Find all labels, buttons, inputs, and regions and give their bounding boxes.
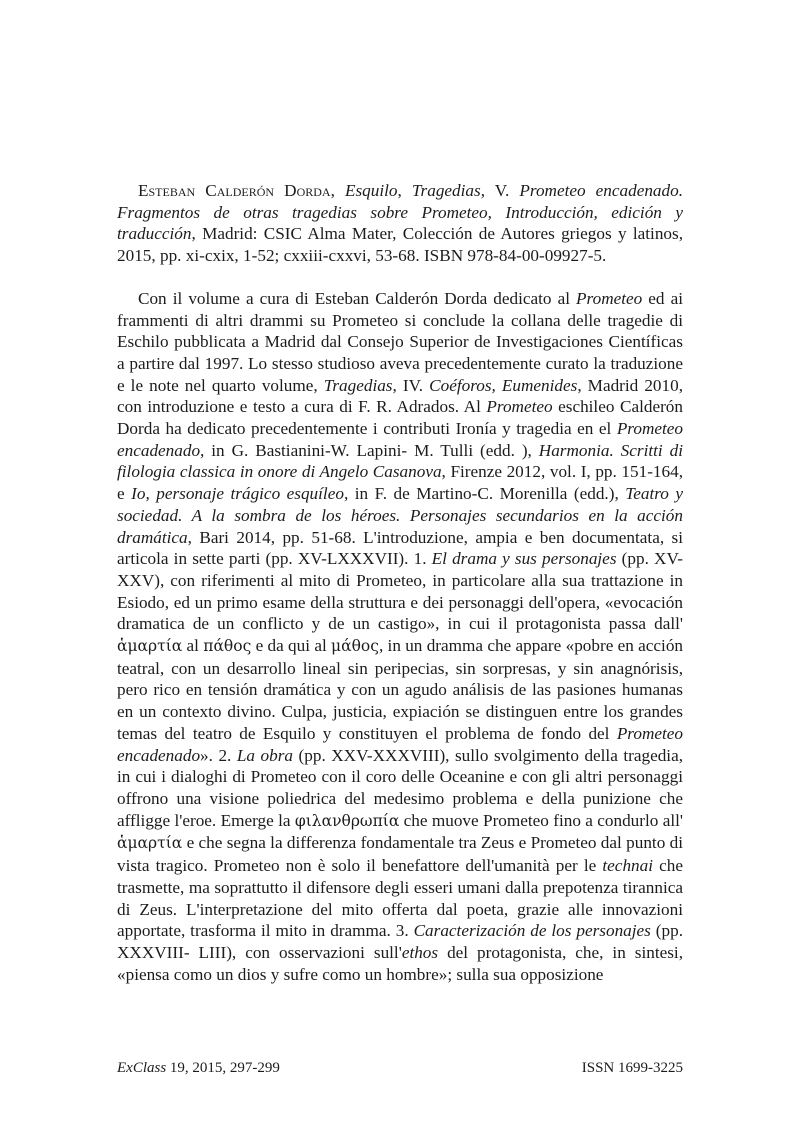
journal-name: ExClass [117,1060,167,1076]
publication-details: , Madrid: CSIC Alma Mater, Colección de Autores griegos y latinos, 2015, pp. xi-cxix, 1-52; cxxiii-cxxvi, 53-68. ISBN 978-84-00-09927-5. [117,224,683,266]
reviewed-title-esquilo: Esquilo [344,181,398,200]
greek-term: ἁμαρτία [117,834,183,853]
review-page [117,180,683,985]
journal-citation: ExClass 19, 2015, 297-299 [117,1060,280,1076]
reviewed-title-tragedias: Tragedias [411,181,481,200]
issn: ISSN 1699-3225 [581,1060,683,1076]
review-body-paragraph: Con il volume a cura di Esteban Calderón Dorda dedicato al Prometeo ed ai frammenti di altri drammi su Prometeo si conclude la collana delle tragedie di Eschilo pubblicata a Madrid dal Consejo Superior de Investigaciones Científicas a partire dal 1997. Lo stesso studioso aveva precedentemente curato la traduzione e le note nel quarto volume, Tragedias, IV. Coéforos, Eumenides, Madrid 2010, con introduzione e testo a cura di F. R. Adrados. Al Prometeo eschileo Calderón Dorda ha dedicato precedentemente i contributi Ironía y tragedia en el Prometeo encadenado, in G. Bastianini-W. Lapini- M. Tulli (edd. ), Harmonia. Scritti di filologia classica in onore di Angelo Casanova, Firenze 2012, vol. I, pp. 151-164, e Io, personaje trágico esquíleo, in F. de Martino-C. Morenilla (edd.), Teatro y sociedad. A la sombra de los héroes. Personajes secundarios en la acción dramática, Bari 2014, pp. 51-68. L'introduzione, ampia e ben documentata, si articola in sette parti (pp. XV-LXXXVII). 1. El drama y sus personajes (pp. XV-XXV), con riferimenti al mito di Prometeo, in particolare alla sua trattazione in Esiodo, ed un primo esame della struttura e dei personaggi dell'opera, «evocación dramatica de un conflicto y de un castigo», in cui il protagonista passa dall' ἁμαρτία al πάθος e da qui al μάθος, in un dramma che appare «pobre en acción teatral, con un desarrollo lineal sin peripecias, sin sorpresas, y sin anagnórisis, pero rico en tensión dramática y con un agudo análisis de las pasiones humanas en un contexto divino. Culpa, justicia, expiación se distinguen entre los grandes temas del teatro de Esquilo y constituyen el problema de fondo del Prometeo encadenado». 2. La obra (pp. XXV-XXXVIII), sullo svolgimento della tragedia, in cui i dialoghi di Prometeo con il coro delle Oceanine e con gli altri personaggi offrono una visione poliedrica del medesimo problema e della punizione che affligge l'eroe. Emerge la φιλανθρωπία che muove Prometeo fino a condurlo all' ἁμαρτία e che segna la differenza fondamentale tra Zeus e Prometeo dal punto di vista tragico. Prometeo non è solo il benefattore dell'umanità per le technai che trasmette, ma soprattutto il difensore degli esseri umani dalla prepotenza tirannica di Zeus. L'interpretazione del mito offerta dal poeta, grazie alle innovazioni apportate, trasforma il mito in dramma. 3. Caracterización de los personajes (pp. XXXVIII- LIII), con osservazioni sull'ethos del protagonista, che, in sintesi, «piensa como un dios y sufre como un hombre»; sulla sua opposizione [117,288,684,984]
greek-term: ἁμαρτία [117,637,183,656]
reviewed-author: Esteban Calderón Dorda [138,181,331,200]
greek-term: φιλανθρωπία [294,811,400,830]
greek-term: πάθος [203,637,252,656]
page-footer [117,1060,683,1077]
bibliographic-header: Esteban Calderón Dorda, Esquilo, Tragedias, V. Prometeo encadenado. Fragmentos de otras tragedias sobre Prometeo, Introducción, edición y traducción, Madrid: CSIC Alma Mater, Colección de Autores griegos y latinos, 2015, pp. xi-cxix, 1-52; cxxiii-cxxvi, 53-68. ISBN 978-84-00-09927-5. [117,181,684,266]
reviewed-title-prometeo: Prometeo encadenado. Fragmentos de otras tragedias sobre Prometeo, Introducción, edición y traducción [117,181,684,244]
greek-term: μάθος [331,637,379,656]
